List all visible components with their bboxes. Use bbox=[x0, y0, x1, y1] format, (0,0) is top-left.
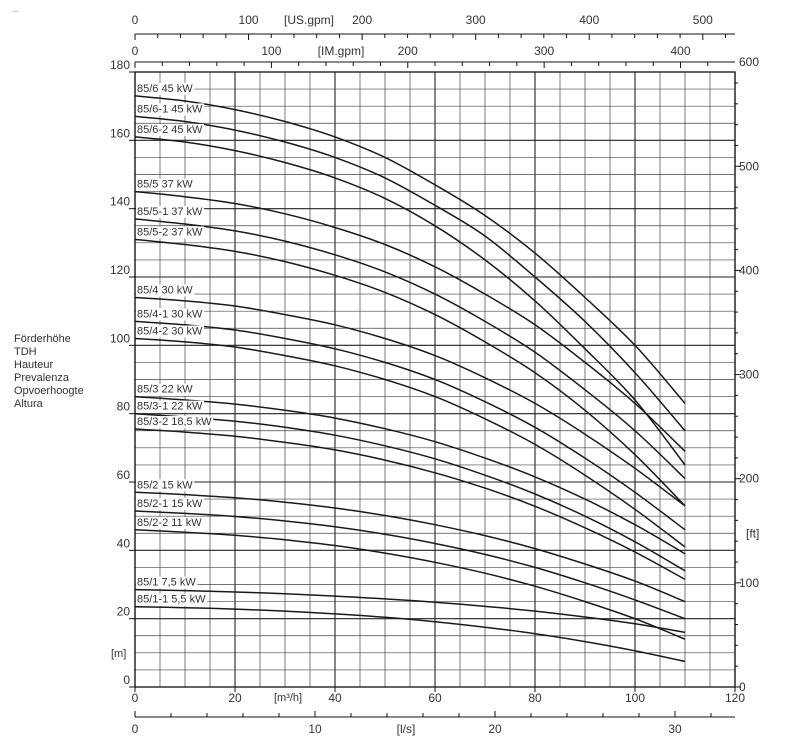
curve-label-85-2-2-11-kw: 85/2-2 11 kW bbox=[137, 516, 202, 529]
curve-label-85-5-2-37-kw: 85/5-2 37 kW bbox=[137, 226, 203, 239]
y-axis-title-fr: Hauteur bbox=[14, 359, 54, 371]
us-gpm-unit-label: [US.gpm] bbox=[283, 13, 335, 27]
curve-label-85-1-7-5-kw: 85/1 7,5 kW bbox=[137, 576, 196, 589]
ls-tick-label: 30 bbox=[668, 722, 682, 736]
y-tick-label: 120 bbox=[109, 263, 130, 277]
curve-label-85-4-1-30-kw: 85/4-1 30 kW bbox=[137, 308, 203, 321]
y-axis-title-it: Prevalenza bbox=[14, 372, 70, 384]
curve-label-85-2-1-15-kw: 85/2-1 15 kW bbox=[137, 498, 203, 511]
ft-tick-label: 100 bbox=[739, 575, 760, 590]
x-tick-label: 120 bbox=[724, 691, 746, 705]
curve-label-85-6-45-kw: 85/6 45 kW bbox=[137, 82, 193, 95]
us-gpm-tick-label: 400 bbox=[579, 13, 600, 27]
ft-tick-label: 300 bbox=[739, 367, 760, 382]
curve-label-85-3-2-18-5-kw: 85/3-2 18,5 kW bbox=[137, 416, 212, 429]
im-gpm-unit-label: [IM.gpm] bbox=[317, 44, 365, 58]
im-gpm-tick-label: 200 bbox=[397, 44, 418, 58]
curve-label-85-4-2-30-kw: 85/4-2 30 kW bbox=[137, 325, 203, 338]
us-gpm-tick-label: 200 bbox=[352, 13, 373, 27]
y-tick-label: 20 bbox=[116, 604, 130, 619]
im-gpm-tick-label: 400 bbox=[670, 44, 691, 58]
curve-label-85-6-2-45-kw: 85/6-2 45 kW bbox=[137, 123, 203, 136]
curve-label-85-6-1-45-kw: 85/6-1 45 kW bbox=[137, 103, 203, 116]
us-gpm-tick-label: 100 bbox=[238, 13, 259, 27]
ls-tick-label: 20 bbox=[488, 722, 502, 736]
ft-tick-label: 400 bbox=[739, 263, 760, 278]
curve-label-85-1-1-5-5-kw: 85/1-1 5,5 kW bbox=[137, 593, 206, 606]
y-tick-label: 60 bbox=[116, 468, 130, 482]
y-tick-label: 100 bbox=[109, 331, 130, 346]
corner-mark: ◦◦◦◦ bbox=[12, 9, 20, 15]
im-gpm-tick-label: 0 bbox=[131, 44, 139, 58]
y-axis-title-nl: Opvoerhoogte bbox=[14, 385, 84, 397]
x-axis-unit-label: [m³/h] bbox=[273, 692, 303, 704]
im-gpm-tick-label: 100 bbox=[261, 44, 282, 58]
us-gpm-tick-label: 0 bbox=[131, 13, 139, 27]
us-gpm-tick-label: 500 bbox=[692, 13, 713, 27]
curve-label-85-5-1-37-kw: 85/5-1 37 kW bbox=[137, 205, 203, 218]
x-tick-label: 40 bbox=[328, 691, 342, 705]
curve-label-85-5-37-kw: 85/5 37 kW bbox=[137, 178, 193, 191]
y-tick-label: 0 bbox=[123, 673, 130, 687]
curve-label-85-3-22-kw: 85/3 22 kW bbox=[137, 383, 193, 396]
y-axis-unit-label: [m] bbox=[111, 647, 127, 660]
y-tick-label: 160 bbox=[109, 126, 130, 141]
curve-labels bbox=[136, 83, 213, 606]
curve-label-85-2-15-kw: 85/2 15 kW bbox=[137, 479, 193, 492]
ls-tick-label: 0 bbox=[131, 722, 139, 736]
y-tick-label: 80 bbox=[116, 399, 130, 414]
ft-tick-label: 200 bbox=[739, 471, 760, 486]
y-tick-label: 180 bbox=[109, 58, 130, 72]
y-axis-title-es: Altura bbox=[14, 398, 43, 410]
x-tick-label: 20 bbox=[228, 691, 242, 705]
x-tick-label: 0 bbox=[131, 691, 139, 705]
im-gpm-tick-label: 300 bbox=[534, 44, 555, 58]
x-tick-label: 80 bbox=[528, 691, 542, 705]
y-axis-title-de: Förderhöhe bbox=[14, 333, 71, 345]
y-tick-label: 140 bbox=[109, 194, 130, 209]
us-gpm-tick-label: 300 bbox=[465, 13, 486, 27]
x-tick-label: 60 bbox=[428, 691, 442, 705]
curve-label-85-4-30-kw: 85/4 30 kW bbox=[137, 284, 193, 297]
ft-tick-label: 600 bbox=[739, 55, 760, 70]
ls-tick-label: 10 bbox=[308, 722, 322, 736]
ft-tick-label: 0 bbox=[739, 680, 746, 694]
y-tick-label: 40 bbox=[116, 536, 130, 551]
ft-tick-label: 500 bbox=[739, 159, 760, 174]
ft-unit-label: [ft] bbox=[746, 526, 760, 541]
x-tick-label: 100 bbox=[624, 691, 646, 705]
ls-unit-label: [l/s] bbox=[396, 722, 416, 736]
curve-label-85-3-1-22-kw: 85/3-1 22 kW bbox=[137, 400, 203, 413]
y-axis-title-en: TDH bbox=[14, 346, 37, 358]
